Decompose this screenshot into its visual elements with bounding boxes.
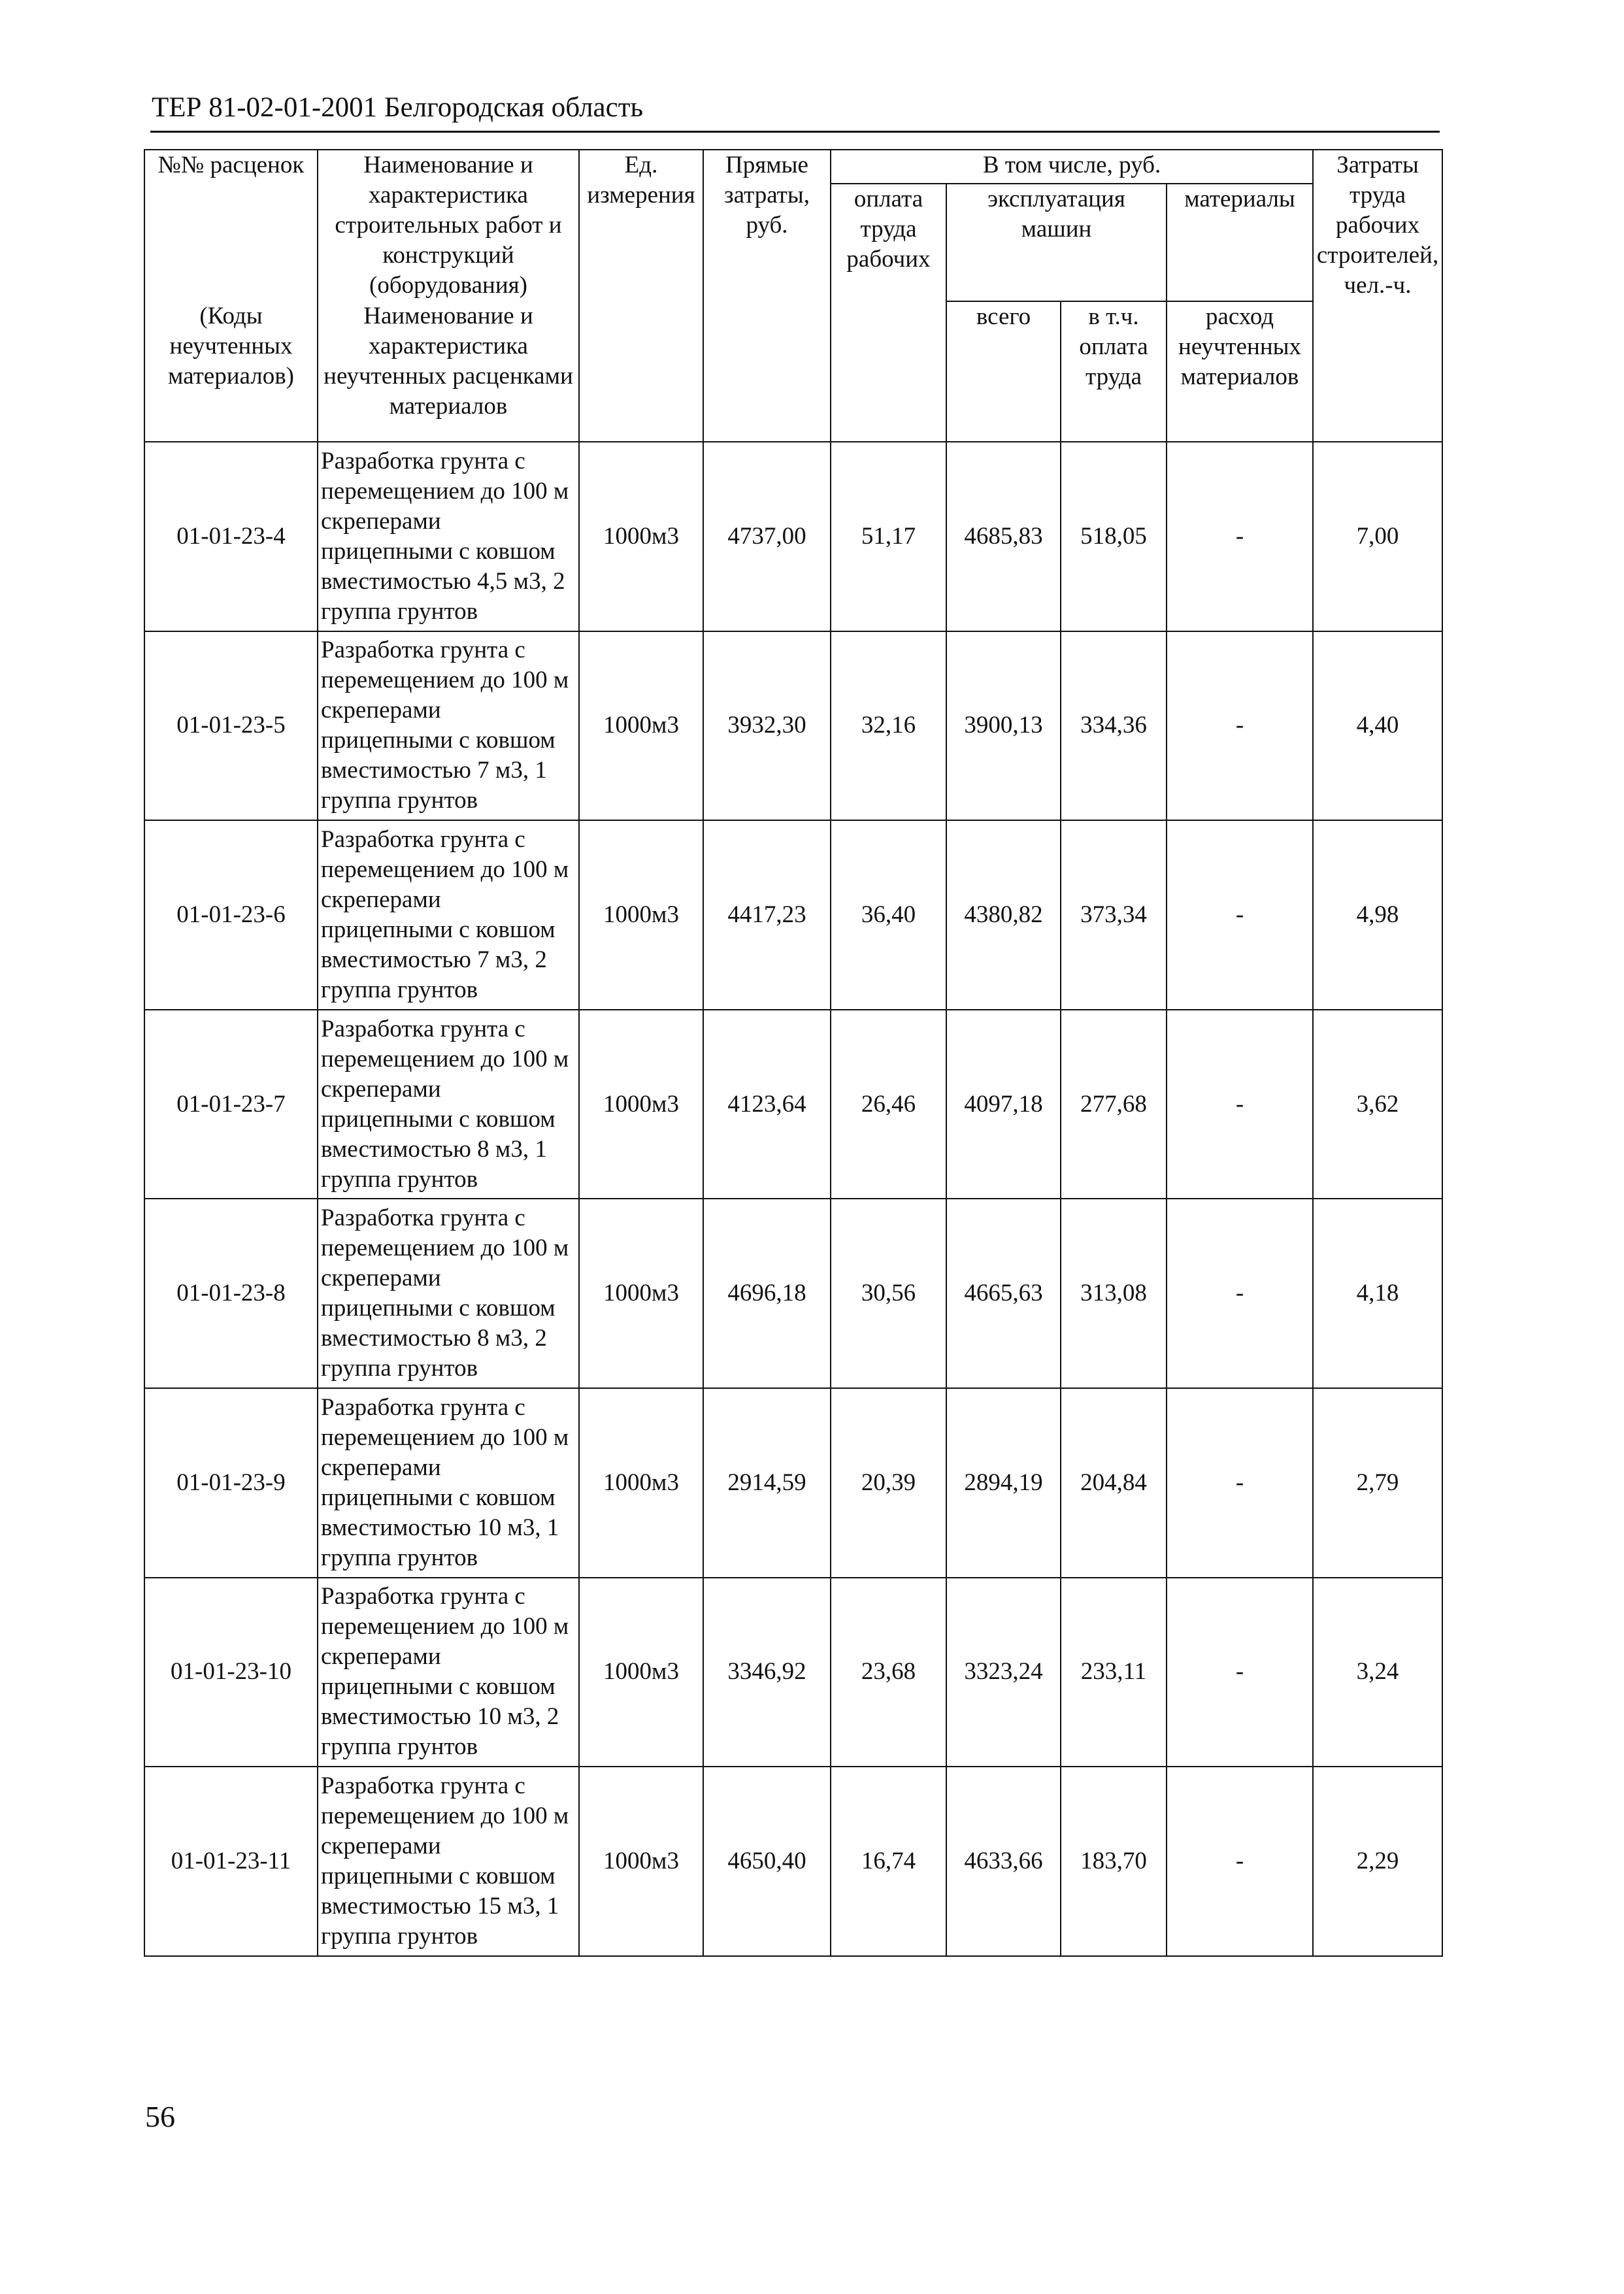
unit-cell: 1000м3 bbox=[579, 1578, 703, 1767]
table-row bbox=[144, 1578, 1442, 1767]
header-code: №№ расценок bbox=[144, 150, 318, 301]
machines-labor-cell: 277,68 bbox=[1061, 1010, 1167, 1199]
direct-cost-cell: 3346,92 bbox=[703, 1578, 831, 1767]
labor-hours-cell: 4,40 bbox=[1313, 631, 1442, 821]
labor-pay-cell: 36,40 bbox=[831, 820, 946, 1010]
work-description: Разработка грунта с перемещением до 100 м скреперами прицепными с ковшом вместимостью 10 м3, 2 группа грунтов bbox=[318, 1578, 579, 1767]
page-header: ТЕР 81-02-01-2001 Белгородская область bbox=[152, 92, 644, 123]
materials-cell: - bbox=[1167, 631, 1313, 821]
page-number: 56 bbox=[145, 2100, 175, 2133]
unit-cell: 1000м3 bbox=[579, 1010, 703, 1199]
unit-cell: 1000м3 bbox=[579, 1199, 703, 1388]
labor-hours-cell: 2,79 bbox=[1313, 1388, 1442, 1578]
materials-cell: - bbox=[1167, 1010, 1313, 1199]
work-description: Разработка грунта с перемещением до 100 м скреперами прицепными с ковшом вместимостью 15 м3, 1 группа грунтов bbox=[318, 1767, 579, 1956]
header-machines-pay: в т.ч. оплата труда bbox=[1061, 301, 1167, 442]
table-row bbox=[144, 1767, 1442, 1956]
direct-cost-cell: 4417,23 bbox=[703, 820, 831, 1010]
labor-pay-cell: 30,56 bbox=[831, 1199, 946, 1388]
labor-pay-cell: 51,17 bbox=[831, 442, 946, 631]
header-incl: В том числе, руб. bbox=[831, 150, 1313, 184]
labor-hours-cell: 3,24 bbox=[1313, 1578, 1442, 1767]
materials-cell: - bbox=[1167, 1578, 1313, 1767]
labor-hours-cell: 7,00 bbox=[1313, 442, 1442, 631]
machines-labor-cell: 183,70 bbox=[1061, 1767, 1167, 1956]
labor-hours-cell: 2,29 bbox=[1313, 1767, 1442, 1956]
work-description: Разработка грунта с перемещением до 100 м скреперами прицепными с ковшом вместимостью 4,5 м3, 2 группа грунтов bbox=[318, 442, 579, 631]
labor-pay-cell: 23,68 bbox=[831, 1578, 946, 1767]
labor-pay-cell: 32,16 bbox=[831, 631, 946, 821]
header-direct: Прямые затраты, руб. bbox=[703, 150, 831, 442]
materials-cell: - bbox=[1167, 442, 1313, 631]
materials-cell: - bbox=[1167, 1199, 1313, 1388]
machines-labor-cell: 334,36 bbox=[1061, 631, 1167, 821]
machines-labor-cell: 204,84 bbox=[1061, 1388, 1167, 1578]
labor-hours-cell: 4,18 bbox=[1313, 1199, 1442, 1388]
rate-code: 01-01-23-9 bbox=[144, 1388, 318, 1578]
header-labor-cost: Затраты труда рабочих строителей, чел.-ч. bbox=[1313, 150, 1442, 442]
machines-total-cell: 3323,24 bbox=[946, 1578, 1061, 1767]
table-row bbox=[144, 442, 1442, 631]
direct-cost-cell: 4696,18 bbox=[703, 1199, 831, 1388]
header-code-sub: (Коды неучтенных материалов) bbox=[144, 301, 318, 442]
labor-pay-cell: 26,46 bbox=[831, 1010, 946, 1199]
rate-code: 01-01-23-6 bbox=[144, 820, 318, 1010]
unit-cell: 1000м3 bbox=[579, 442, 703, 631]
rate-code: 01-01-23-10 bbox=[144, 1578, 318, 1767]
unit-cell: 1000м3 bbox=[579, 631, 703, 821]
work-description: Разработка грунта с перемещением до 100 м скреперами прицепными с ковшом вместимостью 10 м3, 1 группа грунтов bbox=[318, 1388, 579, 1578]
direct-cost-cell: 4737,00 bbox=[703, 442, 831, 631]
header-machines: эксплуатация машин bbox=[946, 184, 1167, 301]
rate-code: 01-01-23-8 bbox=[144, 1199, 318, 1388]
unit-cell: 1000м3 bbox=[579, 1388, 703, 1578]
table-row bbox=[144, 1010, 1442, 1199]
header-labor-pay: оплата труда рабочих bbox=[831, 184, 946, 442]
direct-cost-cell: 4650,40 bbox=[703, 1767, 831, 1956]
machines-labor-cell: 313,08 bbox=[1061, 1199, 1167, 1388]
machines-total-cell: 4380,82 bbox=[946, 820, 1061, 1010]
header-machines-total: всего bbox=[946, 301, 1061, 442]
header-name: Наименование и характеристика строительных работ и конструкций (оборудования) bbox=[318, 150, 579, 301]
unit-cell: 1000м3 bbox=[579, 1767, 703, 1956]
machines-labor-cell: 373,34 bbox=[1061, 820, 1167, 1010]
header-unit: Ед. измерения bbox=[579, 150, 703, 442]
work-description: Разработка грунта с перемещением до 100 м скреперами прицепными с ковшом вместимостью 8 м3, 2 группа грунтов bbox=[318, 1199, 579, 1388]
machines-total-cell: 3900,13 bbox=[946, 631, 1061, 821]
machines-total-cell: 4633,66 bbox=[946, 1767, 1061, 1956]
rate-code: 01-01-23-11 bbox=[144, 1767, 318, 1956]
machines-labor-cell: 518,05 bbox=[1061, 442, 1167, 631]
direct-cost-cell: 4123,64 bbox=[703, 1010, 831, 1199]
rate-code: 01-01-23-7 bbox=[144, 1010, 318, 1199]
work-description: Разработка грунта с перемещением до 100 м скреперами прицепными с ковшом вместимостью 8 м3, 1 группа грунтов bbox=[318, 1010, 579, 1199]
machines-total-cell: 4685,83 bbox=[946, 442, 1061, 631]
materials-cell: - bbox=[1167, 820, 1313, 1010]
machines-total-cell: 2894,19 bbox=[946, 1388, 1061, 1578]
rate-code: 01-01-23-4 bbox=[144, 442, 318, 631]
rates-table bbox=[144, 149, 1443, 1957]
machines-total-cell: 4097,18 bbox=[946, 1010, 1061, 1199]
machines-labor-cell: 233,11 bbox=[1061, 1578, 1167, 1767]
materials-cell: - bbox=[1167, 1767, 1313, 1956]
header-materials-sub: расход неучтенных материалов bbox=[1167, 301, 1313, 442]
labor-pay-cell: 20,39 bbox=[831, 1388, 946, 1578]
work-description: Разработка грунта с перемещением до 100 м скреперами прицепными с ковшом вместимостью 7 м3, 2 группа грунтов bbox=[318, 820, 579, 1010]
labor-hours-cell: 4,98 bbox=[1313, 820, 1442, 1010]
table-row bbox=[144, 820, 1442, 1010]
header-materials: материалы bbox=[1167, 184, 1313, 301]
table-row bbox=[144, 631, 1442, 821]
table-row bbox=[144, 1199, 1442, 1388]
labor-hours-cell: 3,62 bbox=[1313, 1010, 1442, 1199]
machines-total-cell: 4665,63 bbox=[946, 1199, 1061, 1388]
unit-cell: 1000м3 bbox=[579, 820, 703, 1010]
header-rule bbox=[150, 131, 1440, 133]
header-name-sub: Наименование и характеристика неучтенных расценками материалов bbox=[318, 301, 579, 442]
labor-pay-cell: 16,74 bbox=[831, 1767, 946, 1956]
direct-cost-cell: 2914,59 bbox=[703, 1388, 831, 1578]
work-description: Разработка грунта с перемещением до 100 м скреперами прицепными с ковшом вместимостью 7 м3, 1 группа грунтов bbox=[318, 631, 579, 821]
rate-code: 01-01-23-5 bbox=[144, 631, 318, 821]
table-row bbox=[144, 1388, 1442, 1578]
materials-cell: - bbox=[1167, 1388, 1313, 1578]
direct-cost-cell: 3932,30 bbox=[703, 631, 831, 821]
